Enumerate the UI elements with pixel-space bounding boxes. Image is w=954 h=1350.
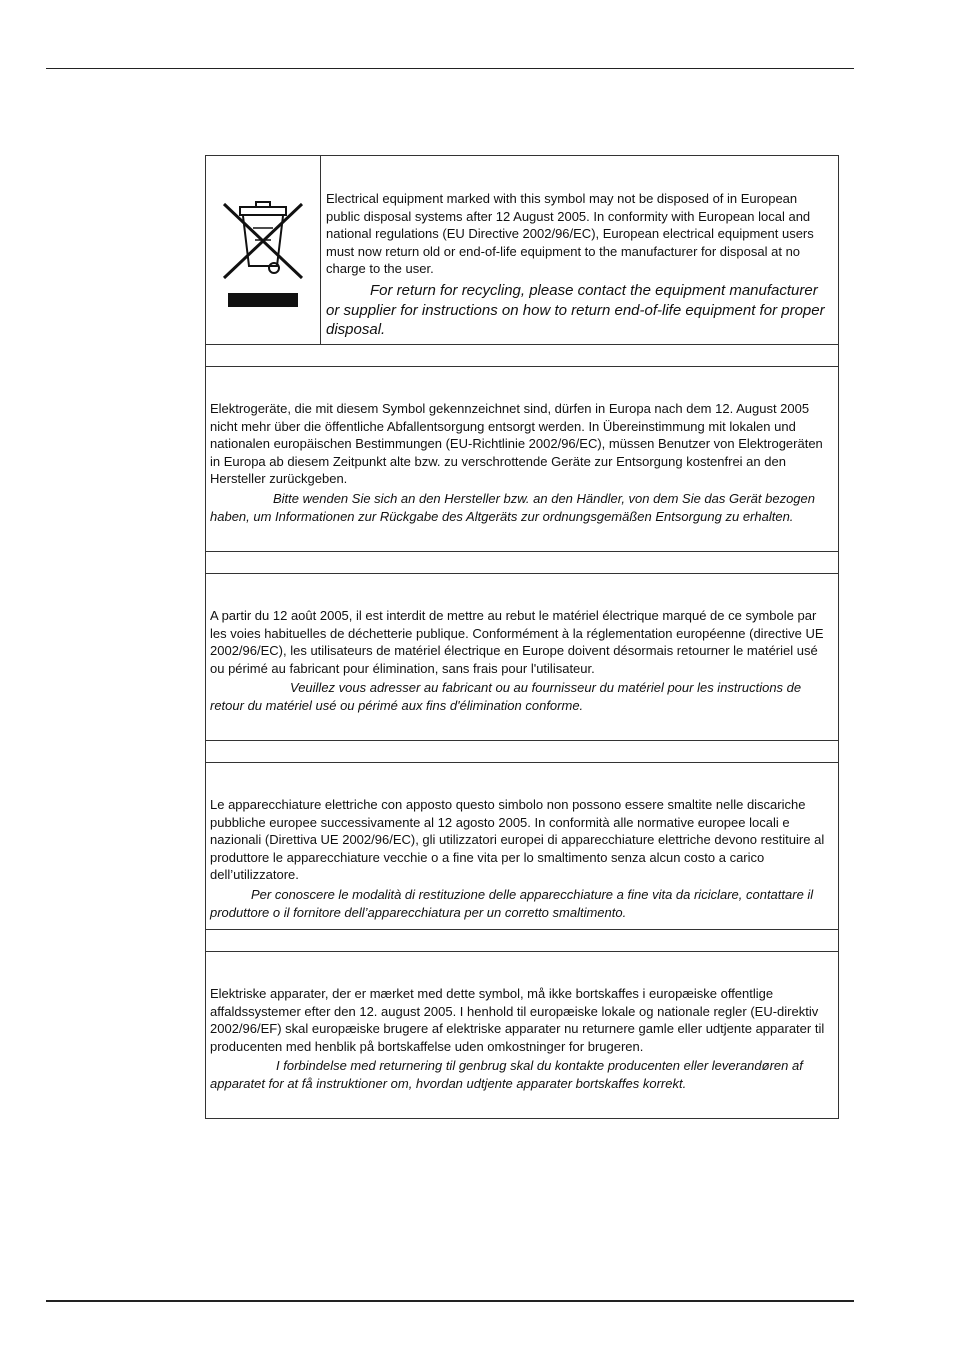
section-german (206, 367, 838, 552)
divider-row (206, 345, 838, 367)
german-body: Elektrogeräte, die mit diesem Symbol gekennzeichnet sind, dürfen in Europa nach dem 12. August 2005 nicht mehr über die öffentliche Abfallentsorgung entsorgt werden. In Übereinstimmung mit lokalen und nationalen europäischen Bestimmungen (EU-Richtlinie 2002/96/EC), müssen Benutzer von Elektrogeräten in Europa ab diesem Zeitpunkt alte bzw. zu verschrottende Geräte zur Entsorgung kostenfrei an den Hersteller zurückgeben. (210, 401, 823, 487)
crossed-out-wheelie-bin-icon (220, 198, 306, 310)
italian-note: Per conoscere le modalità di restituzione delle apparecchiature a fine vita da riciclare, contattare il produttore o il fornitore dell’apparecchiatura per un corretto smaltimento. (210, 886, 814, 920)
symbol-cell (206, 156, 321, 344)
divider-row (206, 741, 838, 763)
section-danish (206, 952, 838, 1118)
divider-row (206, 930, 838, 952)
danish-note: I forbindelse med returnering til genbrug skal du kontakte producenten eller leverandøren af apparatet for at få instruktioner om, hvordan udtjente apparater bortskaffes korrekt. (210, 1058, 803, 1091)
french-note: Veuillez vous adresser au fabricant ou au fournisseur du matériel pour les instructions de retour du matériel usé ou périmé aux fins d'élimination conforme. (210, 680, 802, 713)
french-body: A partir du 12 août 2005, il est interdit de mettre au rebut le matériel électrique marqué de ce symbole par les voies habituelles de déchetterie publique. Conformément à la réglementation européenne (directive UE 2002/96/EC), les utilisateurs de matériel électrique en Europe doivent désormais retourner le matériel usé ou périmé au fabricant pour élimination, sans frais pour l'utilisateur. (210, 608, 824, 676)
english-text-cell (321, 156, 838, 344)
weee-disposal-table (205, 155, 839, 1119)
english-note: For return for recycling, please contact the equipment manufacturer or supplier for instructions on how to return end-of-life equipment for proper disposal. (326, 281, 825, 339)
italian-body: Le apparecchiature elettriche con apposto questo simbolo non possono essere smaltite nelle discariche pubbliche europee successivamente al 12 agosto 2005. In conformità alle normative europee locali e nazionali (Direttiva UE 2002/96/EC), gli utilizzatori europei di apparecchiature elettriche devono restituire al produttore le apparecchiature vecchie o a fine vita per lo smaltimento senza alcun costo a carico dell’utilizzatore. (210, 797, 825, 883)
section-italian (206, 763, 838, 930)
header-rule (46, 68, 854, 69)
footer-rule (46, 1300, 854, 1302)
divider-row (206, 552, 838, 574)
danish-body: Elektriske apparater, der er mærket med dette symbol, må ikke bortskaffes i europæiske offentlige affaldssystemer efter den 12. august 2005. I henhold til europæiske lokale og nationale regler (EU-direktiv 2002/96/EF) skal europæiske brugere af elektriske apparater nu returnere gamle eller udtjente apparater til producenten med henblik på bortskaffelse uden omkostninger for brugeren. (210, 986, 825, 1054)
english-body: Electrical equipment marked with this symbol may not be disposed of in European public disposal systems after 12 August 2005. In conformity with European local and national regulations (EU Directive 2002/96/EC), European electrical equipment users must now return old or end-of-life equipment to the manufacturer for disposal at no charge to the user. (326, 191, 814, 277)
german-note: Bitte wenden Sie sich an den Hersteller bzw. an den Händler, von dem Sie das Gerät bezogen haben, um Informationen zur Rückgabe des Altgeräts zur ordnungsgemäßen Entsorgung zu erhalten. (210, 490, 815, 524)
section-english (206, 156, 838, 345)
section-french (206, 574, 838, 741)
